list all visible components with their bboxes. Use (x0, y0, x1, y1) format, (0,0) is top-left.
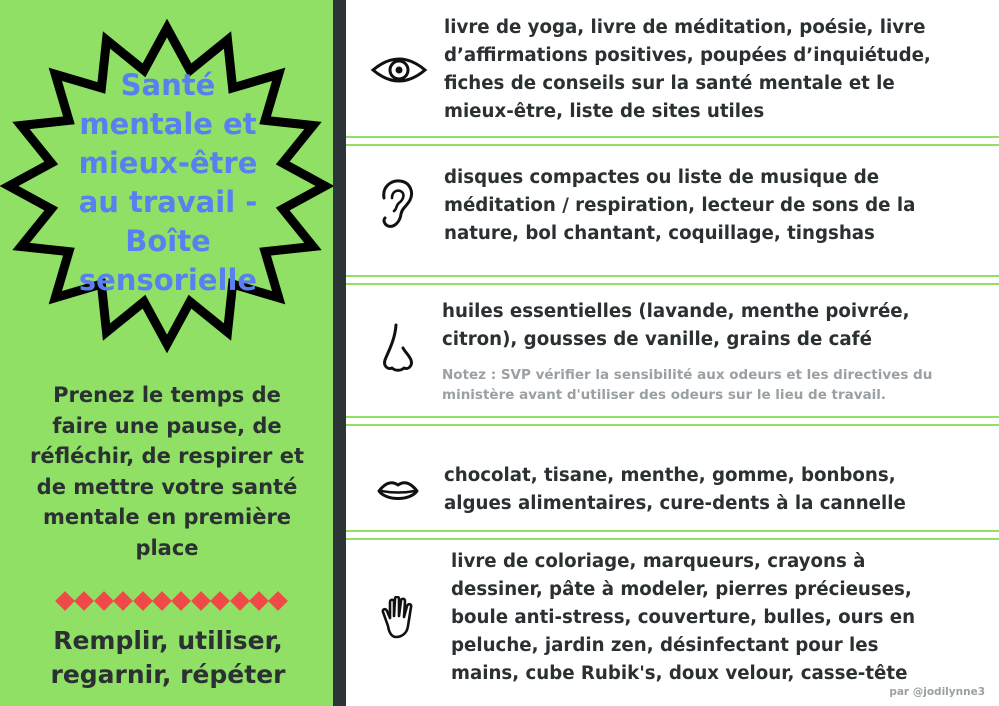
section-separator (346, 530, 999, 540)
touch-items: livre de coloriage, marqueurs, crayons à dessiner, pâte à modeler, pierres précieuses, boule anti-stress, couverture, bulles, ours en peluche, jardin zen, désinfectant pour les mains, cube Rubik's, doux velour, casse-tête (451, 551, 916, 684)
nose-icon (380, 322, 416, 374)
diamond-ornament (268, 591, 288, 611)
diamond-ornament (133, 591, 153, 611)
credit: par @jodilynne3 (889, 686, 985, 698)
section-separator (346, 416, 999, 426)
diamond-ornament (152, 591, 172, 611)
smell-items: huiles essentielles (lavande, menthe poivrée, citron), gousses de vanille, grains de café (442, 301, 910, 350)
diamond-ornament (94, 591, 114, 611)
diamond-ornament (171, 591, 191, 611)
diamond-ornament (74, 591, 94, 611)
section-separator (346, 136, 999, 146)
diamond-ornament (55, 591, 75, 611)
ear-icon (376, 178, 416, 230)
diamond-divider (57, 592, 286, 610)
tagline: Prenez le temps de faire une pause, de réfléchir, de respirer et de mettre votre santé mentale en première place (29, 383, 305, 560)
panel-divider (333, 0, 346, 706)
hand-icon (379, 596, 419, 640)
lips-icon (376, 478, 420, 504)
sight-items: livre de yoga, livre de méditation, poésie, livre d’affirmations positives, poupées d’inquiétude, fiches de conseils sur la santé mentale et le mieux-être, liste de sites utiles (444, 17, 931, 122)
diamond-ornament (249, 591, 269, 611)
smell-note: Notez : SVP vérifier la sensibilité aux odeurs et les directives du ministère avant d'utiliser des odeurs sur le lieu de travail. (442, 367, 933, 403)
diamond-ornament (210, 591, 230, 611)
section-separator (346, 275, 999, 285)
diamond-ornament (113, 591, 133, 611)
eye-icon (370, 54, 428, 86)
taste-items: chocolat, tisane, menthe, gomme, bonbons, algues alimentaires, cure-dents à la cannelle (444, 465, 906, 514)
hearing-items: disques compactes ou liste de musique de méditation / respiration, lecteur de sons de la nature, bol chantant, coquillage, tingshas (444, 167, 916, 244)
diamond-ornament (230, 591, 250, 611)
motto: Remplir, utiliser, regarnir, répéter (50, 626, 286, 689)
diamond-ornament (191, 591, 211, 611)
page-title: Santé mentale et mieux-être au travail - Boîte sensorielle (78, 68, 258, 297)
